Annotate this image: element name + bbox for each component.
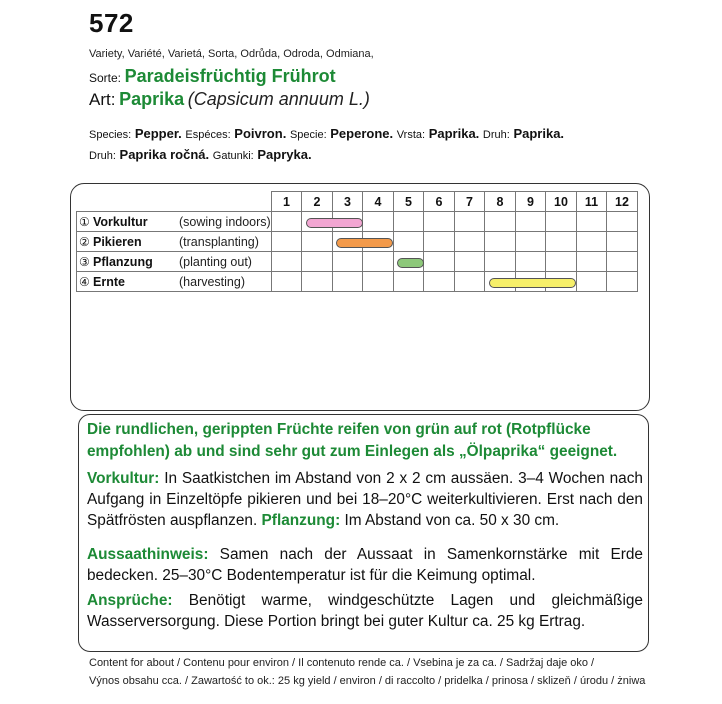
step-number: ② — [79, 234, 90, 249]
ansprueche-label: Ansprüche: — [87, 592, 173, 609]
species-label: Druh: — [482, 129, 510, 141]
month-header: 3 — [332, 192, 363, 212]
description-box — [78, 414, 649, 652]
calendar-bar-ernte — [489, 278, 577, 288]
month-header: 7 — [454, 192, 485, 212]
step-english: (transplanting) — [179, 234, 259, 249]
calendar-bar-pflanzung — [397, 258, 424, 268]
art-line — [89, 89, 370, 110]
month-header: 1 — [271, 192, 302, 212]
species-label: Espéces: — [185, 129, 231, 141]
species-value: Poivron. — [234, 126, 287, 141]
species-value: Pepper. — [134, 126, 182, 141]
step-name: Pflanzung — [93, 254, 153, 269]
description-vorkultur — [87, 468, 643, 531]
catalog-number: 572 — [89, 8, 134, 38]
pflanzung-label: Pflanzung: — [261, 512, 341, 529]
art-prefix: Art: — [89, 90, 116, 109]
month-header: 8 — [485, 192, 516, 212]
description-aussaat — [87, 544, 643, 586]
species-value: Paprika. — [428, 126, 480, 141]
sorte-prefix: Sorte: — [89, 71, 122, 85]
species-value: Paprika. — [513, 126, 565, 141]
vorkultur-label: Vorkultur: — [87, 470, 160, 487]
step-number: ③ — [79, 254, 90, 269]
step-english: (harvesting) — [179, 274, 245, 289]
description-intro: Die rundlichen, gerippten Früchte reifen von grün auf rot (Rotpflücke empfohlen) ab und sind sehr gut zum Einlegen als „Ölpaprika“ geeignet. — [87, 421, 618, 460]
month-header: 6 — [424, 192, 455, 212]
art-latin: (Capsicum annuum L.) — [187, 89, 370, 109]
species-label: Vrsta: — [396, 129, 426, 141]
step-name: Ernte — [93, 274, 125, 289]
pflanzung-text: Im Abstand von ca. 50 x 30 cm. — [340, 512, 560, 529]
sorte-line — [89, 66, 336, 87]
aussaat-text: Samen nach der Aussaat in Samenkornstärke mit Erde bedecken. 25–30°C Bodentemperatur ist für die Keimung optimal. — [87, 546, 643, 584]
footer-line-1: Content for about / Contenu pour environ / Il contenuto rende ca. / Vsebina je za ca. / Sadržaj daje oko / — [89, 657, 595, 669]
ansprueche-text: Benötigt warme, windgeschützte Lagen und gleichmäßige Wasserversorgung. Diese Portion bringt bei guter Kultur ca. 25 kg Ertrag. — [87, 592, 643, 630]
month-header: 2 — [302, 192, 333, 212]
month-header: 4 — [363, 192, 394, 212]
species-value: Papryka. — [257, 147, 312, 162]
sowing-calendar — [70, 183, 650, 411]
species-label: Species: — [89, 129, 132, 141]
calendar-bar-vorkultur — [306, 218, 363, 228]
step-english: (sowing indoors) — [179, 214, 271, 229]
aussaat-label: Aussaathinweis: — [87, 546, 209, 563]
species-label: Specie: — [289, 129, 327, 141]
month-header: 10 — [546, 192, 577, 212]
variety-line: Variety, Variété, Varietá, Sorta, Odrůda, Odroda, Odmiana, — [89, 48, 374, 60]
step-name: Vorkultur — [93, 214, 148, 229]
month-header: 5 — [393, 192, 424, 212]
calendar-row-pflanzung — [77, 252, 638, 272]
footer-line-2: Výnos obsahu cca. / Zawartość to ok.: 25 kg yield / environ / di raccolto / pridelka / prinosa / sklizeň / úrodu / żniwa — [89, 675, 646, 687]
species-value: Peperone. — [330, 126, 394, 141]
calendar-bar-pikieren — [336, 238, 393, 248]
species-line-1 — [89, 126, 564, 141]
species-label: Gatunki: — [212, 150, 254, 162]
month-header: 11 — [576, 192, 607, 212]
description-ansprueche — [87, 590, 643, 632]
sorte-name: Paradeisfrüchtig Frührot — [124, 66, 336, 86]
step-english: (planting out) — [179, 254, 252, 269]
vorkultur-text: In Saatkistchen im Abstand von 2 x 2 cm aussäen. 3–4 Wochen nach Aufgang in Einzeltöpfe pikieren und bei 18–20°C weiterkultivieren. Erst nach den Spätfrösten auspflanzen. — [87, 470, 643, 529]
species-label: Druh: — [89, 150, 116, 162]
species-value: Paprika ročná. — [119, 147, 210, 162]
month-header: 9 — [515, 192, 546, 212]
art-name: Paprika — [119, 89, 185, 109]
species-line-2 — [89, 147, 312, 162]
step-number: ④ — [79, 274, 90, 289]
step-name: Pikieren — [93, 234, 142, 249]
step-number: ① — [79, 214, 90, 229]
month-header: 12 — [607, 192, 638, 212]
